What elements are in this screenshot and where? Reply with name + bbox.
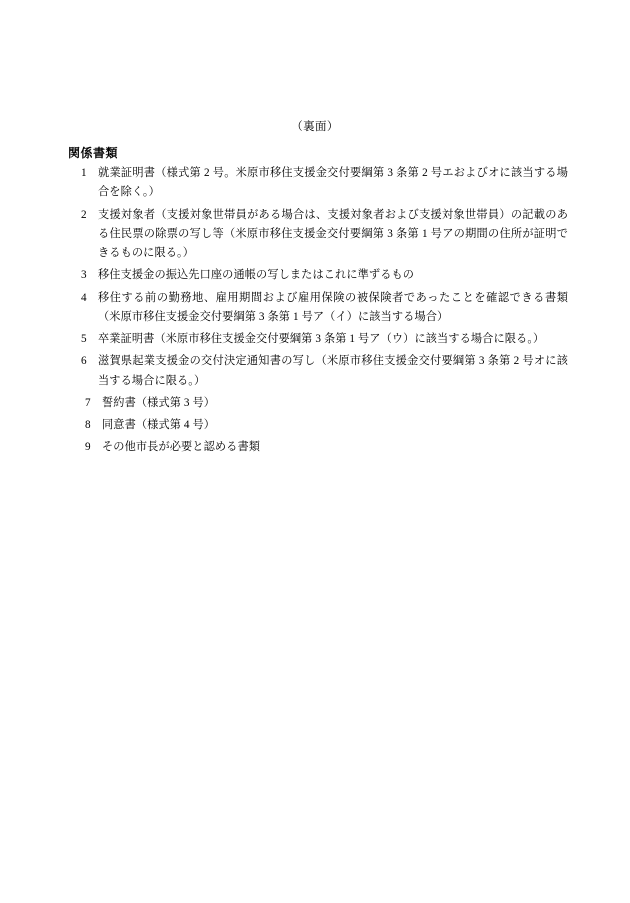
list-item-text: 移住する前の勤務地、雇用期間および雇用保険の被保険者であったことを確認できる書類（米原市移住支援金交付要綱第 3 条第 1 号ア（イ）に該当する場合）: [98, 291, 568, 323]
list-item: [68, 164, 568, 203]
list-item-number: 2: [81, 208, 87, 221]
list-item-text: 卒業証明書（米原市移住支援金交付要綱第 3 条第 1 号ア（ウ）に該当する場合に限る。）: [98, 333, 545, 346]
list-item: [68, 266, 568, 285]
list-item-text: 移住支援金の振込先口座の通帳の写しまたはこれに準ずるもの: [98, 269, 415, 282]
list-item-text: 誓約書（様式第 3 号）: [102, 396, 216, 409]
related-documents-list: [68, 164, 568, 461]
list-item-text: 支援対象者（支援対象世帯員がある場合は、支援対象者および支援対象世帯員）の記載のある住民票の除票の写し等（米原市移住支援金交付要綱第 3 条第 1 号アの期間の住所が証明できるものに限る。）: [98, 208, 568, 260]
list-item-number: 7: [85, 396, 91, 409]
list-item: [68, 206, 568, 264]
list-item: [68, 438, 568, 457]
list-item-number: 6: [81, 355, 87, 368]
list-item: [68, 416, 568, 435]
section-heading: 関係書類: [68, 146, 119, 160]
page-side-label: （裏面）: [291, 121, 339, 133]
list-item: [68, 289, 568, 328]
list-item: [68, 330, 568, 349]
list-item-number: 4: [81, 291, 87, 304]
list-item: [68, 394, 568, 413]
list-item-text: 就業証明書（様式第 2 号。米原市移住支援金交付要綱第 3 条第 2 号エおよびオに該当する場合を除く。）: [98, 167, 568, 199]
list-item-text: 同意書（様式第 4 号）: [102, 419, 216, 432]
list-item-number: 1: [81, 167, 87, 179]
list-item-number: 9: [85, 441, 91, 454]
list-item-number: 3: [81, 269, 87, 282]
list-item-number: 5: [81, 333, 87, 346]
list-item-text: その他市長が必要と認める書類: [102, 441, 261, 454]
list-item: [68, 352, 568, 391]
list-item-number: 8: [85, 419, 91, 432]
list-item-text: 滋賀県起業支援金の交付決定通知書の写し（米原市移住支援金交付要綱第 3 条第 2 号オに該当する場合に限る。）: [98, 355, 568, 387]
